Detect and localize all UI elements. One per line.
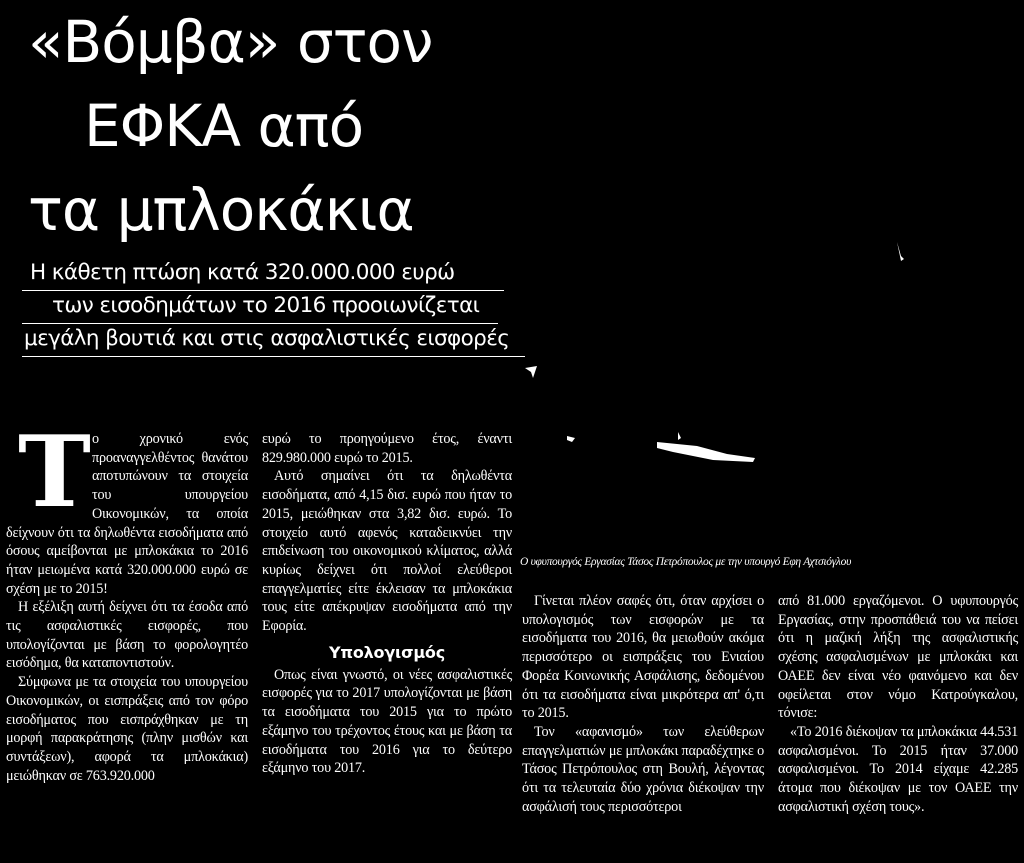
paragraph: Τον «αφανισμό» των ελεύθερων επαγγελματιών με μπλοκάκι παραδέχτηκε ο Τάσος Πετρόπουλος στη Βουλή, λέγοντας ότι τα τελευταία δύο χρόνια διέκοψαν την ασφάλισή τους περισσότεροι [522, 723, 764, 815]
headline-line: τα μπλοκάκια [28, 176, 414, 244]
article-column-4 [778, 592, 1018, 816]
article-column-1 [6, 415, 248, 785]
paragraph: ο χρονικό ενός προαναγγελθέντος θανάτου αποτυπώνουν τα στοιχεία του υπουργείου Οικονομικών, τα οποία δείχνουν ότι τα δηλωθέντα εισοδήματα από όσους αμείβονται με μπλοκάκια το 2016 ήταν μειωμένα κατά 320.000.000 ευρώ σε σχέση με το 2015! [6, 431, 248, 597]
photo-caption: Ο υφυπουργός Εργασίας Τάσος Πετρόπουλος με την υπουργό Εφη Αχτσιόγλου [520, 556, 852, 568]
subtitle [22, 258, 562, 357]
article-column-2 [262, 430, 512, 778]
paragraph: ευρώ το προηγούμενο έτος, έναντι 829.980.000 ευρώ το 2015. [262, 431, 512, 466]
paragraph: Σύμφωνα με τα στοιχεία του υπουργείου Οικονομικών, οι εισπράξεις από τον φόρο εισοδήματος που εισπράχθηκαν με τη μορφή παρακράτησης (πλην μισθών και συντάξεων), αφορά τα μπλοκάκια) μειώθηκαν σε 763.920.000 [6, 674, 248, 784]
paragraph: «Το 2016 διέκοψαν τα μπλοκάκια 44.531 ασφαλισμένοι. Το 2015 ήταν 37.000 ασφαλισμένοι. Το 2014 είχαμε 42.285 άτομα που διέκοψαν με τον ΟΑΕΕ την ασφαλιστική σχέση τους». [778, 723, 1018, 815]
section-subhead: Υπολογισμός [329, 642, 445, 662]
paragraph: Αυτό σημαίνει ότι τα δηλωθέντα εισοδήματα, από 4,15 δισ. ευρώ που ήταν το 2015, μειώθηκαν στα 3,82 δισ. ευρώ. Το στοιχείο αυτό αφενός καταδεικνύει την επιδείνωση του οικονομικού κλίματος, αλλά κυρίως δείχνει ότι πολλοί ελεύθεροι επαγγελματίες είτε έκλεισαν τα μπλοκάκια τους είτε απέκρυψαν εισοδήματα από την Εφορία. [262, 468, 512, 635]
photo-dark [525, 220, 1020, 550]
drop-cap: Τ [18, 415, 91, 530]
paragraph: Γίνεται πλέον σαφές ότι, όταν αρχίσει ο υπολογισμός των εισφορών με τα εισοδήματα του 2016, θα μειωθούν ακόμα περισσότερο οι εισπράξεις του Ενιαίου Φορέα Κοινωνικής Ασφάλισης, δεδομένου ότι τα εισοδήματα είναι μικρότερα απ' ό,τι το 2015. [522, 593, 764, 722]
subtitle-line: μεγάλη βουτιά και στις ασφαλιστικές εισφορές [22, 324, 544, 357]
subtitle-line: Η κάθετη πτώση κατά 320.000.000 ευρώ [22, 258, 504, 291]
paragraph: Η εξέλιξη αυτή δείχνει ότι τα έσοδα από τις ασφαλιστικές εισφορές, που υπολογίζονται με βάση το φορολογητέο εισόδημα, θα καταποντιστούν. [6, 599, 248, 672]
article-column-3 [522, 592, 764, 816]
paragraph: από 81.000 εργαζόμενοι. Ο υφυπουργός Εργασίας, στην προσπάθειά του να πείσει ότι η μαζική λήξη της ασφαλιστικής σχέσης ασφαλισμένων με μπλοκάκι και ΟΑΕΕ δεν είναι νέο φαινόμενο και δεν οφείλεται στον νόμο Κατρούγκαλου, τόνισε: [778, 593, 1018, 722]
headline-line: ΕΦΚΑ από [84, 92, 364, 160]
headline [28, 0, 548, 252]
subtitle-line: των εισοδημάτων το 2016 προοιωνίζεται [22, 291, 498, 324]
headline-line: «Βόμβα» στον [28, 8, 433, 76]
paragraph: Οπως είναι γνωστό, οι νέες ασφαλιστικές εισφορές για το 2017 υπολογίζονται με βάση τα εισοδήματα του 2015 για το πρώτο εξάμηνο του τρέχοντος έτους και με βάση τα εισοδήματα του 2016 για το δεύτερο εξάμηνο του 2017. [262, 666, 512, 777]
